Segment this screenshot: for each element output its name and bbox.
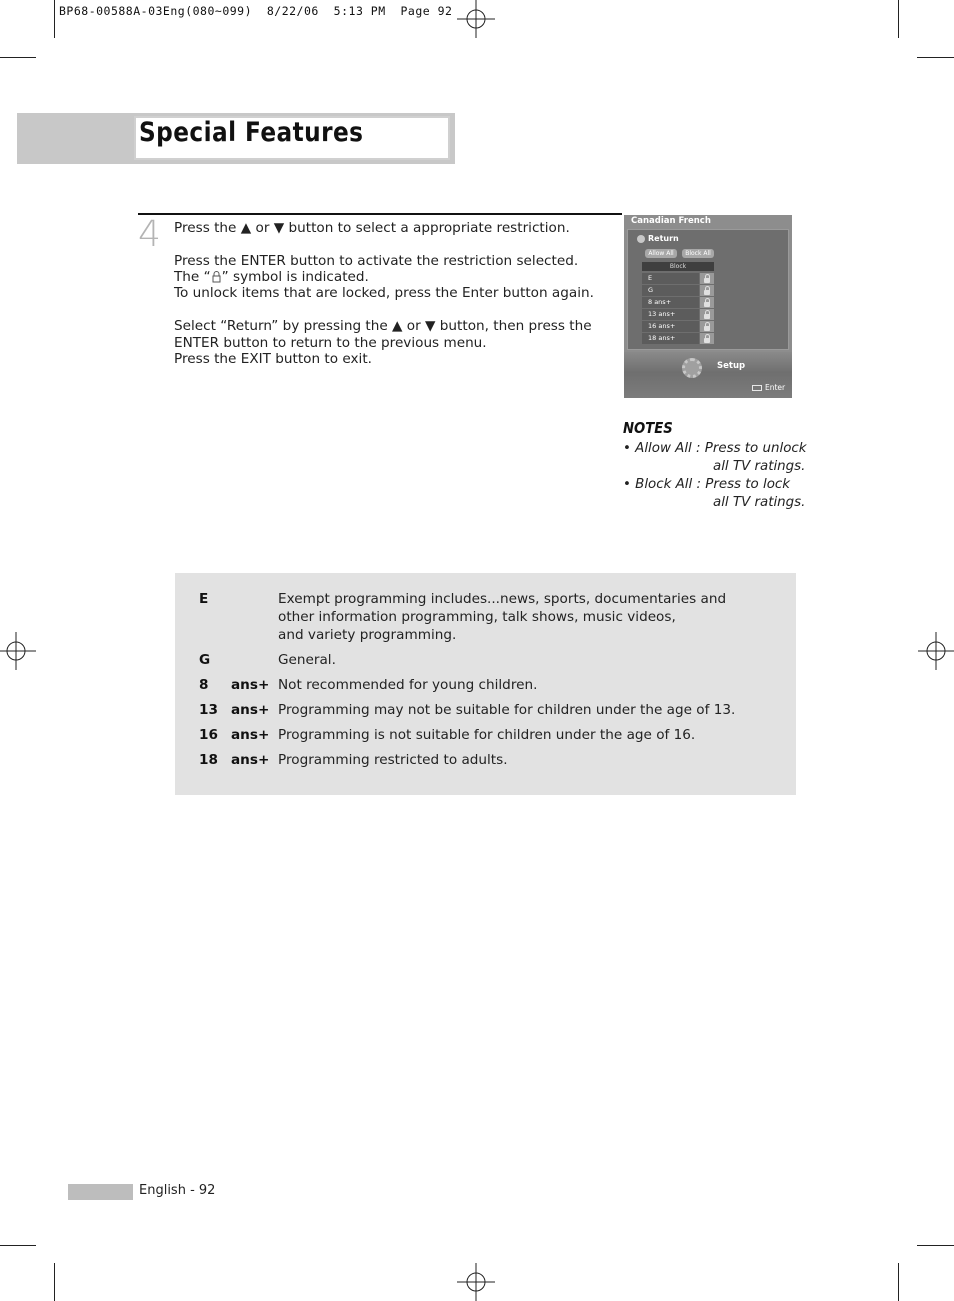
rating-description: General. (278, 652, 336, 668)
rating-row-label: G (642, 285, 699, 296)
tv-menu-title: Canadian French (631, 216, 711, 226)
rating-description: Programming is not suitable for children under the age of 16. (278, 727, 696, 743)
rating-row[interactable] (642, 309, 714, 320)
step-line: To unlock items that are locked, press the Enter button again. (174, 285, 594, 301)
rating-description: Programming may not be suitable for children under the age of 13. (278, 702, 736, 718)
rating-suffix: ans+ (231, 702, 270, 718)
rating-row-label: 8 ans+ (642, 297, 699, 308)
rating-row[interactable] (642, 273, 714, 284)
tv-enter-label: Enter (765, 383, 786, 392)
crop-mark (54, 0, 55, 38)
rating-description: and variety programming. (278, 627, 457, 643)
rating-code: E (199, 591, 209, 607)
step-line-part: The “ (174, 269, 211, 285)
rating-row[interactable] (642, 321, 714, 332)
rating-row-label: 13 ans+ (642, 309, 699, 320)
footer-band (68, 1184, 133, 1200)
registration-mark-icon (457, 0, 495, 38)
crop-mark (0, 1245, 36, 1246)
lock-icon (700, 333, 714, 344)
rating-description: other information programming, talk shows, music videos, (278, 609, 676, 625)
page-title: Special Features (139, 117, 364, 148)
step-line: Press the ENTER button to activate the restriction selected. (174, 253, 579, 269)
rating-code: G (199, 652, 211, 668)
crop-mark (898, 0, 899, 38)
block-all-button[interactable]: Block All (682, 249, 714, 258)
lock-icon (700, 273, 714, 284)
page-number: English - 92 (139, 1183, 216, 1198)
lock-icon (212, 270, 221, 283)
rating-suffix: ans+ (231, 677, 270, 693)
rating-row[interactable] (642, 285, 714, 296)
rating-description: Exempt programming includes...news, sports, documentaries and (278, 591, 727, 607)
return-icon (637, 235, 645, 243)
rating-code: 16 (199, 727, 218, 743)
notes-heading: NOTES (623, 419, 673, 437)
tv-return-item[interactable]: Return (648, 234, 679, 243)
rating-row-label: 18 ans+ (642, 333, 699, 344)
lock-icon (700, 285, 714, 296)
note-item-continuation: all TV ratings. (713, 495, 806, 510)
registration-mark-icon (0, 632, 38, 670)
registration-mark-icon (457, 1263, 495, 1301)
print-header: BP68-00588A-03Eng(080~099) 8/22/06 5:13 PM Page 92 (59, 4, 453, 18)
rating-row-label: 16 ans+ (642, 321, 699, 332)
step-line: ENTER button to return to the previous menu. (174, 335, 487, 351)
step-number: 4 (138, 214, 161, 255)
rating-suffix: ans+ (231, 752, 270, 768)
allow-all-button[interactable]: Allow All (645, 249, 677, 258)
crop-mark (54, 1263, 55, 1301)
crop-mark (917, 57, 954, 58)
rating-suffix: ans+ (231, 727, 270, 743)
rating-row[interactable] (642, 333, 714, 344)
rating-description: Programming restricted to adults. (278, 752, 508, 768)
crop-mark (917, 1245, 954, 1246)
registration-mark-icon (916, 632, 954, 670)
step-line: Press the ▲ or ▼ button to select a appropriate restriction. (174, 220, 570, 236)
crop-mark (0, 57, 36, 58)
step-line: Press the EXIT button to exit. (174, 351, 372, 367)
enter-key-icon (752, 385, 762, 391)
step-divider (138, 213, 622, 215)
step-line: Select “Return” by pressing the ▲ or ▼ button, then press the (174, 318, 592, 334)
rating-code: 13 (199, 702, 218, 718)
tv-menu-screenshot (624, 215, 792, 398)
note-item: • Block All : Press to lock (623, 477, 791, 492)
block-column-header: Block (642, 262, 714, 271)
rating-code: 18 (199, 752, 218, 768)
rating-row[interactable] (642, 297, 714, 308)
note-item-continuation: all TV ratings. (713, 459, 806, 474)
rating-row-label: E (642, 273, 699, 284)
lock-icon (700, 297, 714, 308)
lock-icon (700, 309, 714, 320)
setup-gear-icon (682, 358, 702, 378)
step-line-part: ” symbol is indicated. (221, 269, 369, 285)
rating-code: 8 (199, 677, 209, 693)
lock-icon (700, 321, 714, 332)
rating-description: Not recommended for young children. (278, 677, 538, 693)
step-line (174, 269, 369, 285)
tv-setup-label: Setup (717, 361, 746, 371)
note-item: • Allow All : Press to unlock (623, 441, 807, 456)
crop-mark (898, 1263, 899, 1301)
